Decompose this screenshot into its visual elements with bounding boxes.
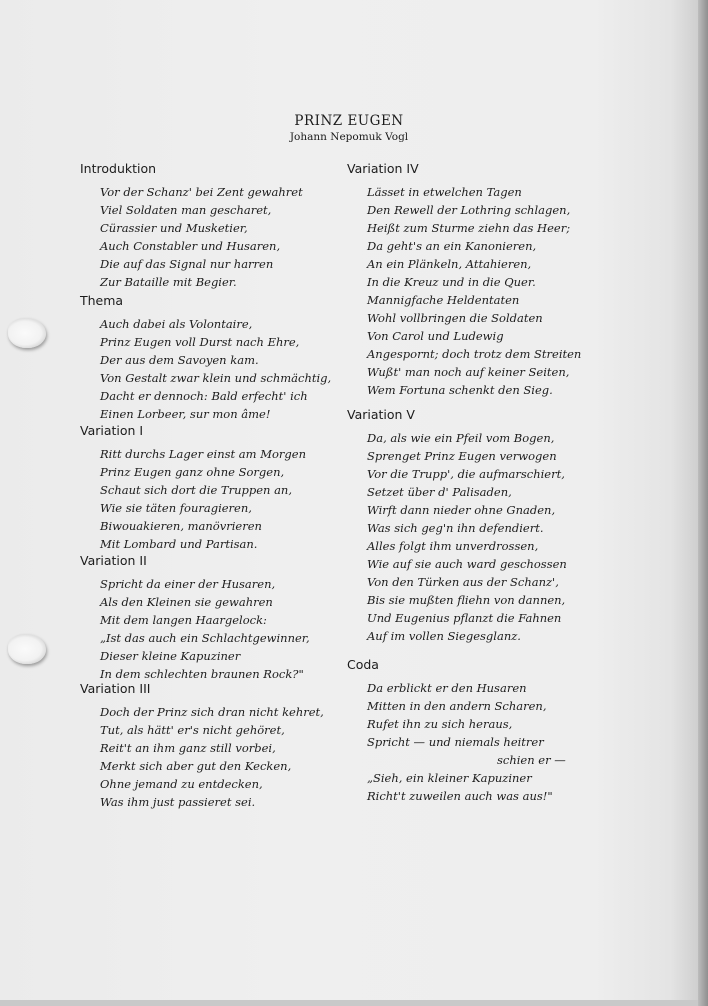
section-heading: Coda	[347, 657, 379, 672]
verse-line: Setzet über d' Palisaden,	[367, 485, 512, 499]
verse-line: Angespornt; doch trotz dem Streiten	[367, 347, 582, 361]
verse-line: Vor der Schanz' bei Zent gewahret	[100, 185, 303, 199]
verse-line: Biwouakieren, manövrieren	[100, 519, 262, 533]
verse-line: Rufet ihn zu sich heraus,	[367, 717, 513, 731]
section-introduktion	[80, 161, 340, 293]
verse-line: „Sieh, ein kleiner Kapuziner	[367, 771, 532, 785]
verse-line: Lässet in etwelchen Tagen	[367, 185, 522, 199]
punch-hole	[8, 318, 46, 348]
verse-line: Tut, als hätt' er's nicht gehöret,	[100, 723, 285, 737]
section-heading: Variation IV	[347, 161, 419, 176]
verse-line: Heißt zum Sturme ziehn das Heer;	[367, 221, 571, 235]
verse-line: An ein Plänkeln, Attahieren,	[367, 257, 532, 271]
verse-line: Mit dem langen Haargelock:	[100, 613, 267, 627]
verse-line-continuation: schien er —	[497, 753, 566, 767]
section-thema	[80, 293, 340, 423]
verse-line: Spricht da einer der Husaren,	[100, 577, 276, 591]
verse-line: Da, als wie ein Pfeil vom Bogen,	[367, 431, 555, 445]
verse-line: Wie sie täten fouragieren,	[100, 501, 252, 515]
verse-line: Zur Bataille mit Begier.	[100, 275, 237, 289]
verse-line: Richt't zuweilen auch was aus!"	[367, 789, 553, 803]
verse-line: Ritt durchs Lager einst am Morgen	[100, 447, 306, 461]
verse-line: Wirft dann nieder ohne Gnaden,	[367, 503, 556, 517]
verse-line: Bis sie mußten fliehn von dannen,	[367, 593, 566, 607]
verse-line: Auf im vollen Siegesglanz.	[367, 629, 521, 643]
section-variation-3	[80, 681, 340, 811]
section-heading: Introduktion	[80, 161, 157, 176]
verse-line: Doch der Prinz sich dran nicht kehret,	[100, 705, 324, 719]
right-column	[347, 161, 627, 805]
section-heading: Thema	[80, 293, 124, 308]
section-coda	[347, 657, 627, 805]
verse-line: Und Eugenius pflanzt die Fahnen	[367, 611, 562, 625]
verse-line: Cürassier und Musketier,	[100, 221, 248, 235]
verse-line: Da geht's an ein Kanonieren,	[367, 239, 537, 253]
verse-line: Ohne jemand zu entdecken,	[100, 777, 263, 791]
verse-line: Wem Fortuna schenkt den Sieg.	[367, 383, 553, 397]
punch-hole	[8, 634, 46, 664]
verse-line: Viel Soldaten man gescharet,	[100, 203, 272, 217]
verse-line: Da erblickt er den Husaren	[367, 681, 527, 695]
verse-line: Mannigfache Heldentaten	[367, 293, 520, 307]
verse-line: Spricht — und niemals heitrer	[367, 735, 544, 749]
section-heading: Variation I	[80, 423, 144, 438]
verse-line: Von Gestalt zwar klein und schmächtig,	[100, 371, 332, 385]
verse-line: Wohl vollbringen die Soldaten	[367, 311, 543, 325]
verse-line: Von den Türken aus der Schanz',	[367, 575, 559, 589]
verse-line: Prinz Eugen voll Durst nach Ehre,	[100, 335, 300, 349]
verse-line: Wußt' man noch auf keiner Seiten,	[367, 365, 570, 379]
verse-line: Den Rewell der Lothring schlagen,	[367, 203, 571, 217]
section-heading: Variation V	[347, 407, 415, 422]
left-column	[80, 161, 340, 811]
verse-line: Der aus dem Savoyen kam.	[100, 353, 259, 367]
verse-line: In dem schlechten braunen Rock?"	[100, 667, 304, 681]
page-edge	[698, 0, 708, 1006]
verse-line: Auch Constabler und Husaren,	[100, 239, 281, 253]
section-variation-1	[80, 423, 340, 553]
verse-line: Wie auf sie auch ward geschossen	[367, 557, 567, 571]
verse-line: Vor die Trupp', die aufmarschiert,	[367, 467, 565, 481]
section-variation-4	[347, 161, 627, 407]
section-variation-5	[347, 407, 627, 657]
verse-line: Als den Kleinen sie gewahren	[100, 595, 273, 609]
verse-line: Mit Lombard und Partisan.	[100, 537, 258, 551]
verse-line: In die Kreuz und in die Quer.	[367, 275, 536, 289]
verse-line: Die auf das Signal nur harren	[100, 257, 274, 271]
verse-line: Von Carol und Ludewig	[367, 329, 504, 343]
verse-line: Merkt sich aber gut den Kecken,	[100, 759, 292, 773]
verse-line: Einen Lorbeer, sur mon âme!	[100, 407, 271, 421]
verse-line: Dieser kleine Kapuziner	[100, 649, 241, 663]
section-heading: Variation II	[80, 553, 147, 568]
verse-line: Dacht er dennoch: Bald erfecht' ich	[100, 389, 308, 403]
verse-line: Sprenget Prinz Eugen verwogen	[367, 449, 557, 463]
verse-line: Prinz Eugen ganz ohne Sorgen,	[100, 465, 285, 479]
verse-line: Schaut sich dort die Truppen an,	[100, 483, 292, 497]
verse-line: Alles folgt ihm unverdrossen,	[367, 539, 539, 553]
verse-line: Was sich geg'n ihn defendiert.	[367, 521, 544, 535]
composer-name: Johann Nepomuk Vogl	[289, 131, 409, 143]
verse-line: „Ist das auch ein Schlachtgewinner,	[100, 631, 310, 645]
verse-line: Was ihm just passieret sei.	[100, 795, 256, 809]
section-variation-2	[80, 553, 340, 681]
page-title: PRINZ EUGEN	[294, 113, 404, 129]
section-heading: Variation III	[80, 681, 151, 696]
verse-line: Mitten in den andern Scharen,	[367, 699, 547, 713]
verse-line: Auch dabei als Volontaire,	[100, 317, 253, 331]
verse-line: Reit't an ihm ganz still vorbei,	[100, 741, 276, 755]
